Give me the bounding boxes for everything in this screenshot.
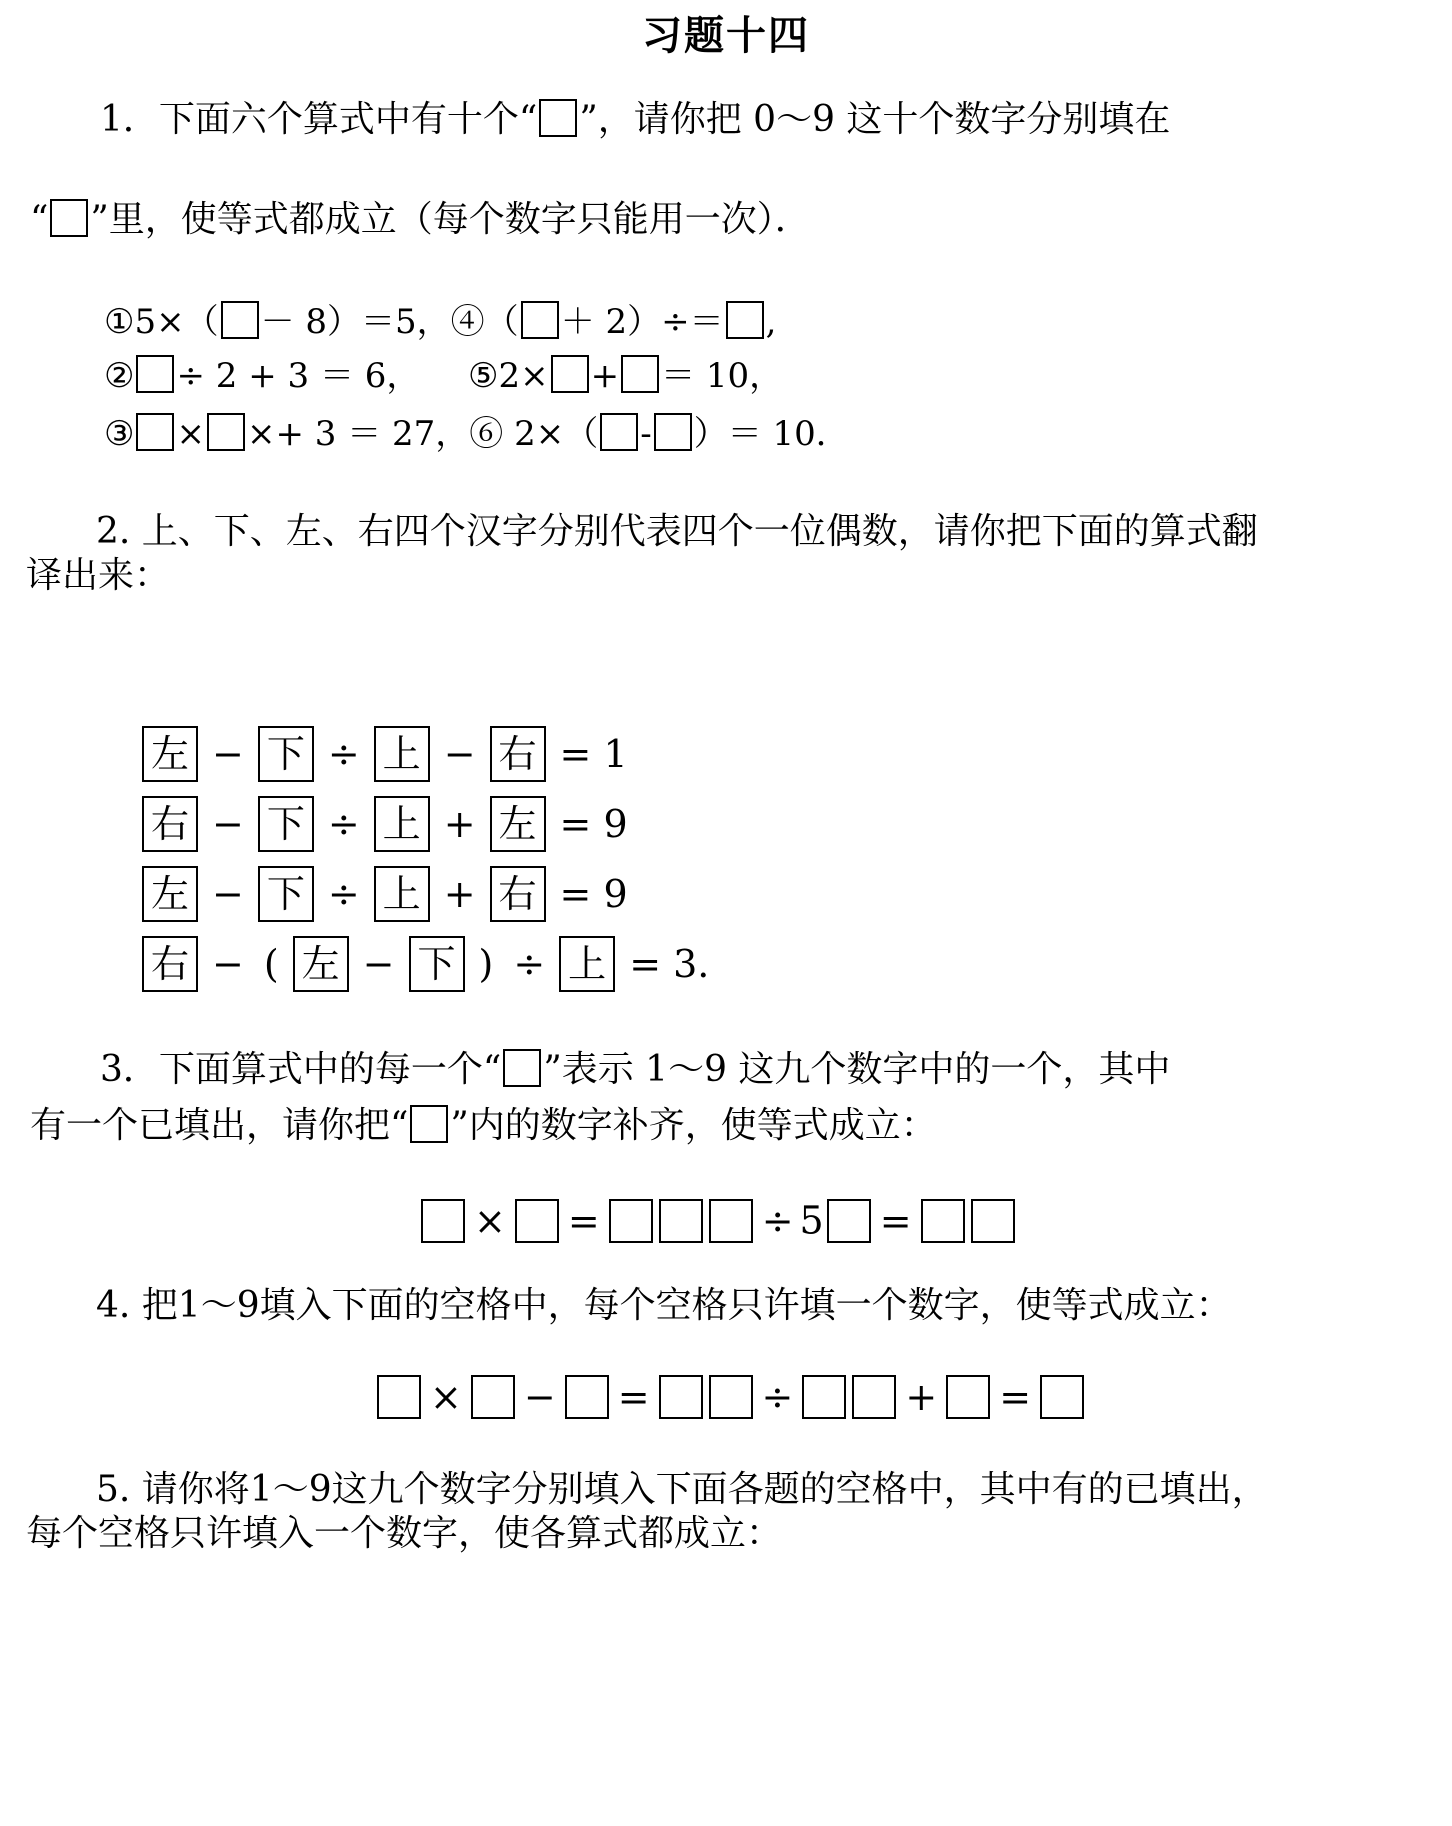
blank-box [565,1375,609,1419]
blank-box [221,301,259,339]
equation-text: × [176,414,205,454]
operator: − [212,801,244,846]
problem-4-line-1: 4. 把1～9填入下面的空格中，每个空格只许填一个数字，使等式成立： [96,1285,1232,1326]
blank-box [827,1199,871,1243]
problem-1-text: 1．下面六个算式中有十个“ [100,99,538,140]
blank-box [621,355,659,393]
char-box-down: 下 [258,866,314,922]
blank-box [726,301,764,339]
operator: = [617,1374,650,1419]
problem-5-line-2: 每个空格只许填入一个数字，使各算式都成立： [26,1513,783,1554]
operator: − [212,941,244,986]
problem-3-text: 3．下面算式中的每一个“ [100,1049,502,1090]
problem-3-text: 有一个已填出，请你把“ [30,1105,409,1146]
blank-box [921,1199,965,1243]
char-box-right: 右 [490,866,546,922]
blank-box [539,99,577,137]
char-box-right: 右 [490,726,546,782]
operator: = [879,1198,912,1243]
char-equation-row-3 [138,862,638,922]
blank-box [377,1375,421,1419]
char-equation-row-2 [138,792,638,852]
blank-box [609,1199,653,1243]
char-box-down: 下 [258,726,314,782]
operator: ( [263,941,279,986]
result: = 9 [559,871,628,916]
operator: + [443,801,476,846]
problem-3-line-2 [30,1102,937,1150]
char-box-up: 上 [374,726,430,782]
problem-1-text: ”里，使等式都成立（每个数字只能用一次）． [90,199,811,240]
char-box-left: 左 [142,726,198,782]
equation-text: ÷ 2 + 3 ＝ 6， [176,356,421,396]
char-box-left: 左 [490,796,546,852]
equation-row-2b [468,352,783,400]
operator: ÷ [327,731,360,776]
equation-text: ② [104,356,135,396]
problem-3-text: ”表示 1～9 这九个数字中的一个，其中 [543,1049,1171,1090]
operator: − [362,941,395,986]
operator: ÷ [513,941,546,986]
operator: × [430,1374,462,1419]
operator: − [523,1374,556,1419]
operator: − [212,871,244,916]
equation-row-3 [104,410,850,458]
result: = 3. [629,941,710,986]
char-box-up: 上 [374,866,430,922]
blank-box [410,1105,448,1143]
problem-1-line-1 [100,96,1170,144]
blank-box [136,355,174,393]
equation-text: , [765,302,777,342]
operator: = [999,1374,1032,1419]
problem-5-line-1: 5. 请你将1～9这九个数字分别填入下面各题的空格中，其中有的已填出， [96,1469,1268,1510]
result: = 1 [559,731,628,776]
operator: − [212,731,244,776]
page-title: 习题十四 [642,12,810,59]
problem-2-line-1: 2. 上、下、左、右四个汉字分别代表四个一位偶数，请你把下面的算式翻 [96,511,1258,552]
problem-1-text: ”，请你把 0～9 这十个数字分别填在 [579,99,1171,140]
operator: ÷ [761,1374,794,1419]
blank-box [946,1375,990,1419]
operator: − [443,731,476,776]
blank-box [971,1199,1015,1243]
equation-text: － 8）＝5，④（ [260,302,519,342]
equation-text: + [590,356,620,396]
equation-text: ①5×（ [104,302,219,342]
blank-box [136,413,174,451]
equation-row-1 [104,298,776,346]
operator: ÷ [327,801,360,846]
char-box-right: 右 [142,936,198,992]
operator: + [443,871,476,916]
blank-box [852,1375,896,1419]
char-equation-row-4 [138,932,719,992]
problem-3-text: ”内的数字补齐，使等式成立： [450,1105,937,1146]
blank-box [471,1375,515,1419]
operator: ÷ [327,871,360,916]
blank-box [50,199,88,237]
blank-box [1040,1375,1084,1419]
char-box-down: 下 [409,936,465,992]
operator: ) [478,941,494,986]
operator: ÷ [761,1198,794,1243]
blank-box [659,1375,703,1419]
blank-box [503,1049,541,1087]
blank-box [551,355,589,393]
equation-text: ＝ 10， [661,356,784,396]
equation-text: ×+ 3 ＝ 27，⑥ 2×（ [246,414,599,454]
result: = 9 [559,801,628,846]
blank-box [515,1199,559,1243]
problem-4-equation [374,1370,1087,1420]
problem-1-line-2 [30,196,811,244]
equation-text: ＋ 2）÷＝ [560,302,724,342]
problem-3-line-1 [100,1046,1170,1094]
blank-box [421,1199,465,1243]
blank-box [709,1375,753,1419]
blank-box [600,413,638,451]
blank-box [521,301,559,339]
problem-3-equation [418,1194,1018,1244]
operator: × [474,1198,506,1243]
blank-box [709,1199,753,1243]
equation-text: - [640,414,652,454]
blank-box [659,1199,703,1243]
char-box-down: 下 [258,796,314,852]
blank-box [802,1375,846,1419]
problem-2-line-2: 译出来： [26,555,171,596]
equation-text: ③ [104,414,135,454]
char-box-up: 上 [559,936,615,992]
equation-text: ⑤2× [468,356,549,396]
equation-row-2 [104,352,420,400]
char-box-left: 左 [142,866,198,922]
char-box-up: 上 [374,796,430,852]
blank-box [207,413,245,451]
given-digit: 5 [799,1198,824,1243]
problem-1-text: “ [30,199,49,240]
blank-box [654,413,692,451]
char-box-right: 右 [142,796,198,852]
char-equation-row-1 [138,722,638,782]
char-box-left: 左 [293,936,349,992]
operator: + [905,1374,938,1419]
equation-text: ）＝ 10． [693,414,850,454]
operator: = [567,1198,600,1243]
